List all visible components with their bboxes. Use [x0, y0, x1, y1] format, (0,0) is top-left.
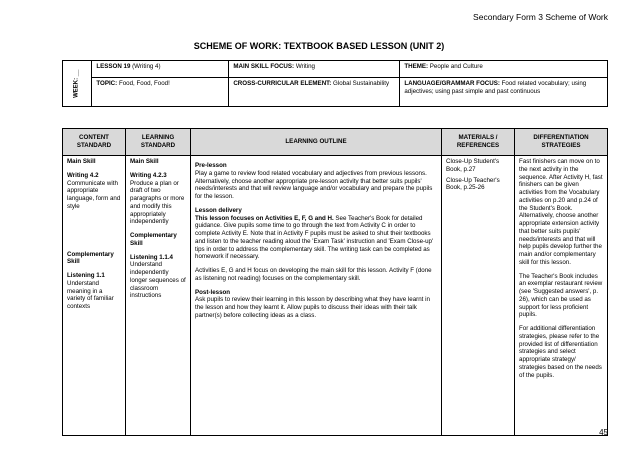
learning-main-text: Produce a plan or draft of two paragraphs or more and modify this appropriately independently: [130, 179, 185, 226]
learning-comp-label: Complementary Skill: [130, 232, 177, 247]
lesson-label: LESSON 19: [96, 63, 131, 70]
theme-cell: [400, 61, 608, 78]
learning-outline-cell: [191, 156, 442, 436]
content-comp-code: Listening 1.1: [67, 272, 105, 279]
delivery-text: See Teacher's Book for detailed guidance. Give pupils some time to go through the text from Activity C in order to complete Activity E. Note that in Activity F pupils must be asked to shut their textbooks and listen to the teacher reading aloud the 'Exam Task' instruction and 'Exam Close-up' tips in order to address the complementary skill. The writing task can be completed as homework if necessary.: [195, 214, 434, 261]
topic-cell: [92, 78, 229, 107]
cce-value: Global Sustainability: [333, 80, 390, 87]
delivery-title: Lesson delivery: [195, 206, 242, 214]
lesson-cell: [92, 61, 229, 78]
lesson-plan-table: [62, 128, 608, 436]
lesson-info-table: [62, 60, 608, 107]
learning-outline-header: LEARNING OUTLINE: [191, 129, 442, 156]
topic-label: TOPIC:: [96, 80, 118, 87]
material-1: Close-Up Student's Book, p.27: [446, 158, 500, 173]
week-cell: [63, 61, 92, 107]
learning-main-code: Writing 4.2.3: [130, 171, 167, 179]
pre-lesson-title: Pre-lesson: [195, 162, 227, 169]
diff-strategy-3: For additional differentiation strategies, please refer to the provided list of differentiation strategies and select appropriate strategy/ strategies based on the needs of the pupils.: [519, 325, 602, 379]
post-lesson-text: Ask pupils to review their learning in this lesson by describing what they have learnt in the lesson and how they learnt it. Allow pupils to discuss their ideas with their talk partner(s) before collecting ideas as a class.: [195, 296, 430, 319]
theme-value: People and Culture: [429, 63, 483, 70]
theme-label: THEME:: [404, 63, 429, 70]
differentiation-cell: [515, 156, 608, 436]
week-label: WEEK: __: [73, 69, 80, 99]
materials-header: MATERIALS / REFERENCES: [442, 129, 515, 156]
materials-cell: [442, 156, 515, 436]
skill-label: MAIN SKILL FOCUS:: [233, 63, 295, 70]
delivery-paragraph: [195, 215, 437, 262]
learning-comp-code: Listening 1.1.4: [130, 253, 173, 261]
learning-comp-text: Understand independently longer sequences of classroom instructions: [130, 261, 186, 300]
cross-curricular-cell: [229, 78, 400, 107]
page-title: SCHEME OF WORK: TEXTBOOK BASED LESSON (UNIT 2): [193, 41, 445, 51]
content-main-label: Main Skill: [67, 158, 96, 165]
lang-value: Food related vocabulary; using adjectives; using past simple and past continuous: [404, 80, 587, 95]
lesson-value: (Writing 4): [132, 63, 161, 70]
content-standard-cell: [63, 156, 126, 436]
diff-strategy-2: The Teacher's Book includes an exemplar restaurant review (see 'Suggested answers', p. 26), which can be used as support for less proficient pupils.: [519, 272, 603, 319]
content-main-text: Communicate with appropriate language, form and style: [67, 179, 121, 210]
diff-strategy-1: Fast finishers can move on to the next activity in the sequence. After Activity H, fast finishers can be given activities from the Vocabulary activities on p.20 and p.24 of the Student's Book. Alternatively, choose another appropriate extension activity that better suits pupils' needs/interests and that will help pupils develop further the main and/or complementary skill for this lesson.: [519, 158, 603, 266]
learning-standard-cell: [126, 156, 191, 436]
content-standard-header: CONTENT STANDARD: [63, 129, 126, 156]
language-focus-cell: [400, 78, 608, 107]
delivery-focus: This lesson focuses on Activities E, F, G and H.: [195, 214, 334, 222]
cce-label: CROSS-CURRICULAR ELEMENT:: [233, 80, 332, 87]
lang-label: LANGUAGE/GRAMMAR FOCUS:: [404, 80, 500, 87]
pre-lesson-text: Play a game to review food related vocabulary and adjectives from previous lessons. Alternatively, choose another appropriate pre-lesson activity that better suits pupils' needs/interests and that will review language and/or vocabulary and prepare the pupils for the lesson.: [195, 169, 433, 200]
delivery-text-2: Activities E, G and H focus on developing the main skill for this lesson. Activity F (done as listening not reading) focuses on the complementary skill.: [195, 267, 432, 282]
content-comp-label: Complementary Skill: [67, 250, 114, 266]
material-2: Close-Up Teacher's Book, p.25-26: [446, 176, 500, 192]
skill-cell: [229, 61, 400, 78]
skill-value: Writing: [295, 63, 315, 70]
content-comp-text: Understand meaning in a variety of familiar contexts: [67, 279, 114, 310]
differentiation-header: DIFFERENTIATION STRATEGIES: [515, 129, 608, 156]
document-label: Secondary Form 3 Scheme of Work: [473, 12, 608, 22]
page-number: 45: [599, 428, 608, 437]
content-main-code: Writing 4.2: [67, 171, 99, 179]
post-lesson-title: Post-lesson: [195, 288, 231, 296]
topic-value: Food, Food, Food!: [118, 80, 170, 87]
learning-main-label: Main Skill: [130, 158, 159, 165]
learning-standard-header: LEARNING STANDARD: [126, 129, 191, 156]
